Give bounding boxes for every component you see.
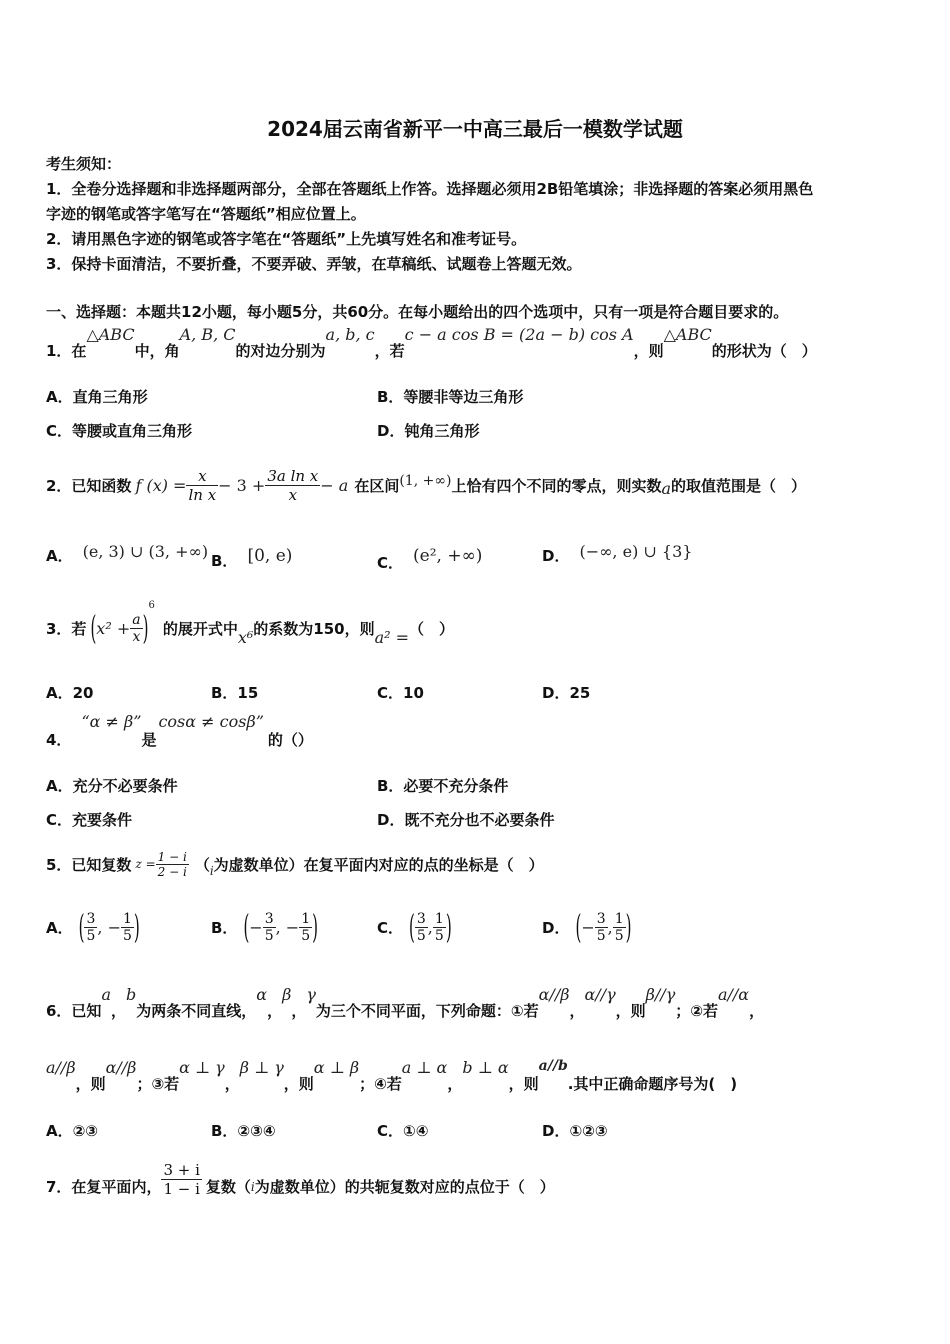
q2-option-a-label: A． bbox=[46, 547, 73, 565]
q6-math-gamma: γ bbox=[306, 985, 316, 1004]
q6-text-10: ，则 bbox=[508, 1075, 539, 1093]
q4-math-2: cosα ≠ cosβ” bbox=[158, 712, 264, 731]
q1-math-triangle-2: △ABC bbox=[663, 325, 712, 344]
q1-text-3: 的对边分别为 bbox=[235, 342, 326, 360]
question-4 bbox=[46, 712, 313, 750]
q4-text-3: 的（） bbox=[267, 731, 313, 749]
question-5 bbox=[46, 840, 544, 888]
q5-option-c-label: C． bbox=[377, 918, 404, 937]
q6-text-6: ，则 bbox=[75, 1075, 106, 1093]
q6-math-b: b bbox=[126, 985, 137, 1004]
q1-math-sides: a, b, c bbox=[325, 325, 375, 344]
q6-comma-3: ， bbox=[291, 1002, 307, 1020]
q2-math-tail: − a bbox=[320, 475, 349, 495]
q2-option-c[interactable] bbox=[377, 538, 482, 573]
q1-option-b[interactable]: B．等腰非等边三角形 bbox=[377, 388, 524, 406]
q5-c-d1: 5 bbox=[416, 927, 426, 944]
q6-option-b[interactable]: B．②③④ bbox=[211, 1122, 276, 1140]
q5-c-paren-close: ) bbox=[445, 907, 452, 947]
q4-option-d[interactable]: D．既不充分也不必要条件 bbox=[377, 811, 555, 829]
q6-text-2: 为两条不同直线， bbox=[136, 1002, 257, 1020]
q2-text-4: 的取值范围是（ ） bbox=[671, 476, 807, 495]
q3-option-a[interactable]: A．20 bbox=[46, 684, 94, 702]
q5-b-sep: , − bbox=[275, 917, 300, 937]
notice-heading: 考生须知： bbox=[46, 155, 122, 173]
q5-option-d-label: D． bbox=[542, 918, 570, 937]
q4-option-a[interactable]: A．充分不必要条件 bbox=[46, 777, 178, 795]
q6-rel-8: β ⊥ γ bbox=[239, 1058, 284, 1077]
q5-fraction bbox=[156, 850, 189, 879]
q3-option-d[interactable]: D．25 bbox=[542, 684, 591, 702]
q1-text-4: ，若 bbox=[374, 342, 405, 360]
q5-d-paren-open: ( bbox=[575, 907, 582, 947]
q2-option-b-math: [0, e) bbox=[247, 545, 293, 566]
q4-text-2: 是 bbox=[141, 731, 157, 749]
q6-rel-7: α ⊥ γ bbox=[179, 1058, 225, 1077]
q6-comma-1: ， bbox=[110, 1002, 126, 1020]
q3-text-1: 3．若 bbox=[46, 619, 87, 638]
q3-frac-num: a bbox=[132, 611, 141, 628]
q2-option-a-math: (e, 3) ∪ (3, +∞) bbox=[82, 542, 209, 561]
q4-option-c[interactable]: C．充要条件 bbox=[46, 811, 133, 829]
q6-rel-6: α//β bbox=[105, 1058, 137, 1077]
q5-text-3: 为虚数单位）在复平面内对应的点的坐标是（ ） bbox=[213, 855, 544, 874]
q5-c-frac-1 bbox=[415, 911, 428, 944]
q1-text-5: ，则 bbox=[633, 342, 664, 360]
q6-option-a[interactable]: A．②③ bbox=[46, 1122, 99, 1140]
q1-text-1: 1．在 bbox=[46, 342, 87, 360]
q5-a-paren-close: ) bbox=[133, 907, 140, 947]
q2-option-c-math: (e², +∞) bbox=[413, 545, 483, 566]
q3-option-b[interactable]: B．15 bbox=[211, 684, 259, 702]
q6-rel-11: b ⊥ α bbox=[462, 1058, 509, 1077]
question-2 bbox=[46, 455, 806, 515]
q2-math-a: a bbox=[661, 478, 672, 498]
q2-math-mid: − 3 + bbox=[218, 475, 266, 495]
q6-text-3: 为三个不同平面，下列命题：①若 bbox=[315, 1002, 539, 1020]
q6-comma-5: ， bbox=[749, 1002, 765, 1020]
q2-option-b-label: B． bbox=[211, 552, 238, 570]
q5-option-b-label: B． bbox=[211, 918, 238, 937]
question-6-line-2 bbox=[46, 1058, 737, 1094]
page-title: 2024届云南省新平一中高三最后一模数学试题 bbox=[267, 117, 683, 141]
q5-d-frac-2 bbox=[613, 911, 626, 944]
q5-d-paren-close: ) bbox=[625, 907, 632, 947]
q2-math-fx: f (x) = bbox=[135, 475, 187, 495]
question-7 bbox=[46, 1152, 555, 1207]
q7-text-3: 为虚数单位）的共轭复数对应的点位于（ ） bbox=[254, 1178, 555, 1196]
q7-frac-den: 1 − i bbox=[163, 1180, 200, 1198]
q1-text-2: 中，角 bbox=[134, 342, 180, 360]
q3-math-x6: x⁶ bbox=[237, 627, 254, 647]
q1-option-c[interactable]: C．等腰或直角三角形 bbox=[46, 422, 193, 440]
q1-math-angles: A, B, C bbox=[179, 325, 236, 344]
q3-paren-close: ) bbox=[142, 608, 149, 648]
q6-text-11: .其中正确命题序号为( ) bbox=[567, 1075, 738, 1093]
q7-fraction bbox=[161, 1161, 201, 1198]
q5-option-a[interactable] bbox=[46, 902, 140, 952]
q6-math-beta: β bbox=[282, 985, 292, 1004]
q5-a-d2: 5 bbox=[122, 927, 132, 944]
question-1 bbox=[46, 325, 817, 361]
q6-comma-4: ， bbox=[569, 1002, 585, 1020]
q5-a-sep: , − bbox=[97, 917, 121, 937]
q6-option-c[interactable]: C．①④ bbox=[377, 1122, 429, 1140]
q2-math-interval: (1, +∞) bbox=[399, 473, 452, 489]
q6-option-d[interactable]: D．①②③ bbox=[542, 1122, 608, 1140]
q5-c-frac-2 bbox=[433, 911, 446, 944]
q2-frac2-num: 3a ln x bbox=[267, 466, 319, 485]
q5-b-d1: 5 bbox=[264, 927, 274, 944]
section-heading: 一、选择题：本题共12小题，每小题5分，共60分。在每小题给出的四个选项中，只有一项是符合题目要求的。 bbox=[46, 303, 789, 321]
q4-option-b[interactable]: B．必要不充分条件 bbox=[377, 777, 509, 795]
q5-d-n2: 1 bbox=[614, 910, 624, 927]
notice-line-1: 1．全卷分选择题和非选择题两部分，全部在答题纸上作答。选择题必须用2B铅笔填涂；非选择题的答案必须用黑色 bbox=[46, 180, 814, 198]
q5-c-n1: 3 bbox=[416, 910, 426, 927]
q5-a-n1: 3 bbox=[86, 910, 96, 927]
q3-text-4: （ ） bbox=[409, 619, 455, 638]
q7-text-2: 复数（ bbox=[205, 1178, 251, 1196]
q3-math-a2: a² = bbox=[374, 627, 410, 647]
q1-option-d[interactable]: D．钝角三角形 bbox=[377, 422, 480, 440]
notice-line-3: 3．保持卡面清洁，不要折叠，不要弄破、弄皱，在草稿纸、试题卷上答题无效。 bbox=[46, 255, 582, 273]
q7-math-i: i bbox=[250, 1179, 255, 1194]
q5-b-d2: 5 bbox=[301, 927, 311, 944]
q6-rel-1: α//β bbox=[538, 985, 570, 1004]
q2-text-1: 2．已知函数 bbox=[46, 476, 132, 495]
q5-c-d2: 5 bbox=[434, 927, 444, 944]
notice-line-2: 2．请用黑色字迹的钢笔或答字笔在“答题纸”上先填写姓名和准考证号。 bbox=[46, 230, 527, 248]
q5-math-i: i bbox=[209, 864, 214, 878]
q2-option-d[interactable] bbox=[542, 542, 693, 566]
q7-frac-num: 3 + i bbox=[163, 1161, 200, 1179]
q6-comma-7: ， bbox=[447, 1075, 463, 1093]
q2-fraction-2 bbox=[265, 467, 320, 504]
q5-b-pre: − bbox=[249, 917, 263, 937]
q6-rel-9: α ⊥ β bbox=[313, 1058, 360, 1077]
q2-option-b[interactable] bbox=[211, 540, 292, 571]
q2-text-3: 上恰有四个不同的零点，则实数 bbox=[451, 476, 662, 495]
q5-a-frac-2 bbox=[121, 911, 134, 944]
q1-text-6: 的形状为（ ） bbox=[711, 342, 817, 360]
q2-text-2: 在区间 bbox=[354, 476, 400, 495]
q1-option-a[interactable]: A．直角三角形 bbox=[46, 388, 148, 406]
q5-frac-num: 1 − i bbox=[157, 849, 187, 864]
q5-d-d2: 5 bbox=[614, 927, 624, 944]
q5-a-n2: 1 bbox=[122, 910, 132, 927]
q5-math-z: z = bbox=[135, 857, 156, 871]
q2-frac2-den: x bbox=[288, 485, 298, 504]
q6-rel-4: a//α bbox=[717, 985, 750, 1004]
q5-c-n2: 1 bbox=[434, 910, 444, 927]
q6-text-8: ，则 bbox=[283, 1075, 314, 1093]
q5-option-c[interactable] bbox=[377, 902, 452, 952]
q5-b-n1: 3 bbox=[264, 910, 274, 927]
q3-option-c[interactable]: C．10 bbox=[377, 684, 424, 702]
notice-line-1b: 字迹的钢笔或答字笔写在“答题纸”相应位置上。 bbox=[46, 205, 366, 223]
q6-comma-2: ， bbox=[267, 1002, 283, 1020]
q6-math-a: a bbox=[101, 985, 111, 1004]
q2-frac1-num: x bbox=[186, 467, 218, 486]
q3-text-2: 的展开式中 bbox=[162, 619, 238, 638]
q5-d-pre: − bbox=[581, 917, 595, 937]
question-6-line-1 bbox=[46, 985, 764, 1021]
q6-text-1: 6．已知 bbox=[46, 1002, 102, 1020]
q3-math-x2: x² + bbox=[96, 618, 131, 638]
q5-option-a-label: A． bbox=[46, 918, 73, 937]
q6-text-7: ；③若 bbox=[136, 1075, 180, 1093]
q6-comma-6: ， bbox=[224, 1075, 240, 1093]
q4-math-1: “α ≠ β” bbox=[81, 712, 142, 731]
q5-d-frac-1 bbox=[595, 911, 608, 944]
q5-a-d1: 5 bbox=[86, 927, 96, 944]
q2-option-d-label: D． bbox=[542, 547, 570, 565]
q5-text-1: 5．已知复数 bbox=[46, 855, 132, 874]
q5-c-paren-open: ( bbox=[409, 907, 415, 947]
q5-option-b[interactable] bbox=[211, 902, 318, 952]
q5-option-d[interactable] bbox=[542, 902, 632, 952]
q2-fraction-1 bbox=[186, 467, 218, 504]
question-3 bbox=[46, 598, 454, 658]
q6-rel-2: α//γ bbox=[584, 985, 616, 1004]
q5-frac-den: 2 − i bbox=[157, 864, 187, 879]
q5-d-sep: , bbox=[607, 917, 613, 937]
q5-b-frac-2 bbox=[299, 911, 312, 944]
q6-rel-10: a ⊥ α bbox=[401, 1058, 448, 1077]
q7-text-1: 7．在复平面内， bbox=[46, 1178, 162, 1196]
q3-fraction bbox=[130, 612, 142, 645]
q3-paren-open: ( bbox=[90, 608, 97, 648]
q5-text-2: （ bbox=[194, 855, 210, 874]
q5-d-n1: 3 bbox=[596, 910, 606, 927]
q5-b-n2: 1 bbox=[301, 910, 311, 927]
q1-math-triangle: △ABC bbox=[86, 325, 135, 344]
q2-option-d-math: (−∞, e) ∪ {3} bbox=[579, 542, 693, 561]
q6-rel-3: β//γ bbox=[645, 985, 676, 1004]
q6-text-9: ；④若 bbox=[359, 1075, 402, 1093]
q5-c-sep: , bbox=[427, 917, 433, 937]
q5-b-paren-close: ) bbox=[312, 907, 318, 947]
q3-text-3: 的系数为150，则 bbox=[253, 619, 375, 638]
q6-rel-12: a//b bbox=[538, 1058, 568, 1074]
q2-frac1-den: ln x bbox=[188, 485, 217, 504]
q2-option-c-label: C． bbox=[377, 554, 404, 572]
q5-a-paren-open: ( bbox=[78, 907, 85, 947]
q6-text-5: ；②若 bbox=[675, 1002, 718, 1020]
q6-rel-5: a//β bbox=[46, 1058, 76, 1077]
q3-exponent: 6 bbox=[148, 600, 155, 611]
q2-option-a[interactable] bbox=[46, 542, 209, 566]
q5-b-frac-1 bbox=[263, 911, 276, 944]
q6-text-4: ，则 bbox=[615, 1002, 646, 1020]
q1-math-condition: c − a cos B = (2a − b) cos A bbox=[404, 325, 634, 344]
q6-math-alpha: α bbox=[256, 985, 268, 1004]
q4-text-1: 4． bbox=[46, 731, 72, 749]
q5-a-frac-1 bbox=[84, 911, 97, 944]
q3-frac-den: x bbox=[132, 628, 141, 645]
q5-d-d1: 5 bbox=[596, 927, 606, 944]
q5-b-paren-open: ( bbox=[243, 907, 250, 947]
